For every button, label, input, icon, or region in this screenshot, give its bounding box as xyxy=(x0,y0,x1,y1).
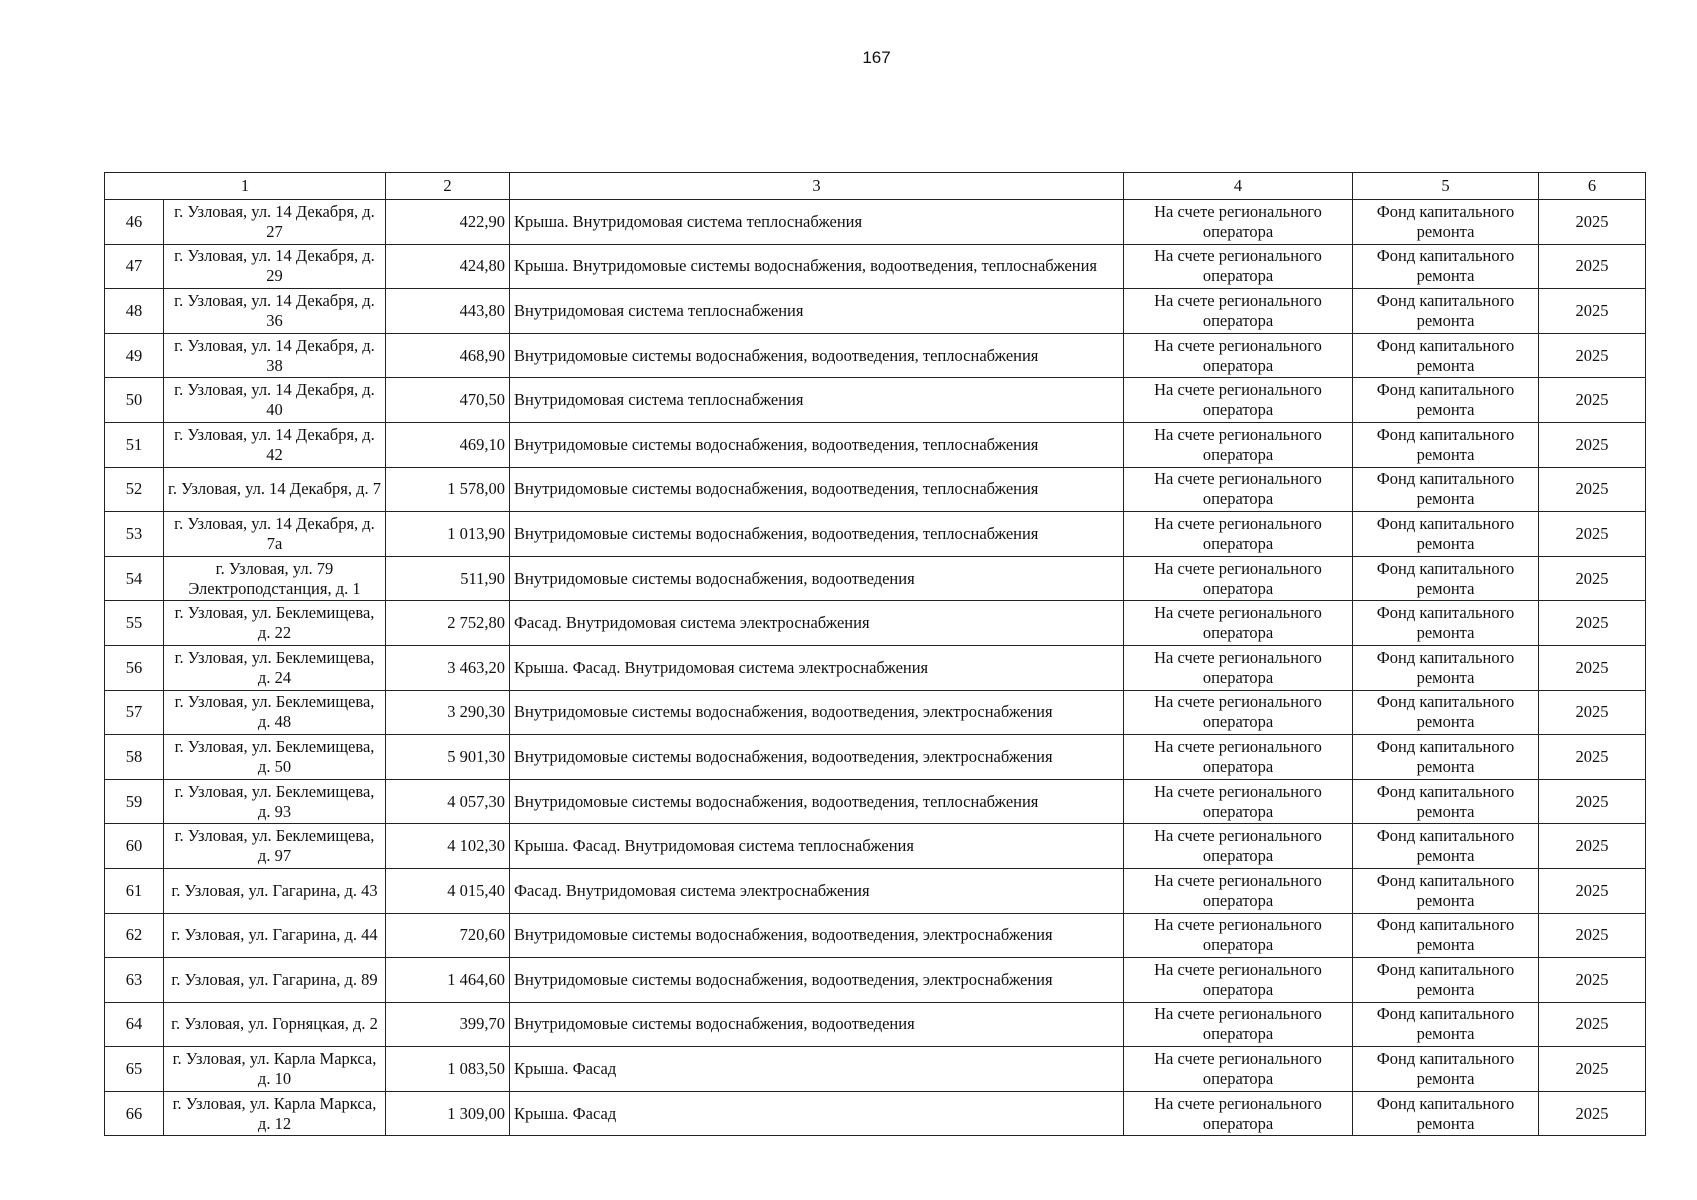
row-number: 59 xyxy=(105,779,164,824)
fund-account-type: На счете регионального оператора xyxy=(1124,824,1353,869)
house-address: г. Узловая, ул. Беклемищева, д. 93 xyxy=(164,779,386,824)
house-area: 2 752,80 xyxy=(386,601,510,646)
house-address: г. Узловая, ул. Беклемищева, д. 24 xyxy=(164,645,386,690)
funding-source: Фонд капитального ремонта xyxy=(1353,378,1539,423)
fund-account-type: На счете регионального оператора xyxy=(1124,467,1353,512)
header-row xyxy=(105,173,1646,200)
fund-account-type: На счете регионального оператора xyxy=(1124,601,1353,646)
house-address: г. Узловая, ул. Беклемищева, д. 50 xyxy=(164,735,386,780)
house-address: г. Узловая, ул. 14 Декабря, д. 29 xyxy=(164,244,386,289)
planned-year: 2025 xyxy=(1539,601,1646,646)
house-address: г. Узловая, ул. 14 Декабря, д. 40 xyxy=(164,378,386,423)
funding-source: Фонд капитального ремонта xyxy=(1353,645,1539,690)
table-body xyxy=(105,200,1646,1136)
table-header xyxy=(105,173,1646,200)
house-area: 4 015,40 xyxy=(386,868,510,913)
planned-year: 2025 xyxy=(1539,1091,1646,1136)
house-address: г. Узловая, ул. Беклемищева, д. 97 xyxy=(164,824,386,869)
house-area: 1 464,60 xyxy=(386,958,510,1003)
repair-works: Крыша. Фасад xyxy=(510,1091,1124,1136)
fund-account-type: На счете регионального оператора xyxy=(1124,289,1353,334)
header-col-3: 3 xyxy=(510,173,1124,200)
header-col-2: 2 xyxy=(386,173,510,200)
house-address: г. Узловая, ул. 14 Декабря, д. 36 xyxy=(164,289,386,334)
funding-source: Фонд капитального ремонта xyxy=(1353,333,1539,378)
house-address: г. Узловая, ул. 14 Декабря, д. 7 xyxy=(164,467,386,512)
fund-account-type: На счете регионального оператора xyxy=(1124,779,1353,824)
table-row xyxy=(105,1091,1646,1136)
row-number: 47 xyxy=(105,244,164,289)
planned-year: 2025 xyxy=(1539,958,1646,1003)
repair-works: Внутридомовые системы водоснабжения, водоотведения, теплоснабжения xyxy=(510,422,1124,467)
fund-account-type: На счете регионального оператора xyxy=(1124,333,1353,378)
planned-year: 2025 xyxy=(1539,645,1646,690)
repair-works: Внутридомовые системы водоснабжения, водоотведения xyxy=(510,1002,1124,1047)
row-number: 54 xyxy=(105,556,164,601)
house-area: 720,60 xyxy=(386,913,510,958)
house-address: г. Узловая, ул. Карла Маркса, д. 10 xyxy=(164,1047,386,1092)
row-number: 66 xyxy=(105,1091,164,1136)
row-number: 52 xyxy=(105,467,164,512)
planned-year: 2025 xyxy=(1539,1002,1646,1047)
capital-repair-table xyxy=(104,172,1646,1136)
funding-source: Фонд капитального ремонта xyxy=(1353,868,1539,913)
table-row xyxy=(105,868,1646,913)
planned-year: 2025 xyxy=(1539,690,1646,735)
table-row xyxy=(105,690,1646,735)
table-row xyxy=(105,1002,1646,1047)
planned-year: 2025 xyxy=(1539,556,1646,601)
house-address: г. Узловая, ул. 14 Декабря, д. 38 xyxy=(164,333,386,378)
repair-works: Внутридомовые системы водоснабжения, водоотведения, электроснабжения xyxy=(510,690,1124,735)
header-col-1: 1 xyxy=(105,173,386,200)
table-row xyxy=(105,601,1646,646)
planned-year: 2025 xyxy=(1539,1047,1646,1092)
house-address: г. Узловая, ул. 14 Декабря, д. 7а xyxy=(164,512,386,557)
house-address: г. Узловая, ул. Гагарина, д. 43 xyxy=(164,868,386,913)
repair-works: Внутридомовая система теплоснабжения xyxy=(510,289,1124,334)
funding-source: Фонд капитального ремонта xyxy=(1353,958,1539,1003)
row-number: 55 xyxy=(105,601,164,646)
house-area: 1 309,00 xyxy=(386,1091,510,1136)
funding-source: Фонд капитального ремонта xyxy=(1353,824,1539,869)
table-row xyxy=(105,824,1646,869)
house-address: г. Узловая, ул. Беклемищева, д. 48 xyxy=(164,690,386,735)
planned-year: 2025 xyxy=(1539,244,1646,289)
header-col-5: 5 xyxy=(1353,173,1539,200)
funding-source: Фонд капитального ремонта xyxy=(1353,779,1539,824)
house-address: г. Узловая, ул. Горняцкая, д. 2 xyxy=(164,1002,386,1047)
repair-works: Внутридомовые системы водоснабжения, водоотведения, теплоснабжения xyxy=(510,467,1124,512)
house-area: 1 013,90 xyxy=(386,512,510,557)
house-area: 4 102,30 xyxy=(386,824,510,869)
table-row xyxy=(105,244,1646,289)
fund-account-type: На счете регионального оператора xyxy=(1124,244,1353,289)
row-number: 53 xyxy=(105,512,164,557)
table-row xyxy=(105,378,1646,423)
fund-account-type: На счете регионального оператора xyxy=(1124,1002,1353,1047)
repair-works: Внутридомовые системы водоснабжения, водоотведения, теплоснабжения xyxy=(510,779,1124,824)
house-area: 470,50 xyxy=(386,378,510,423)
row-number: 56 xyxy=(105,645,164,690)
row-number: 57 xyxy=(105,690,164,735)
planned-year: 2025 xyxy=(1539,512,1646,557)
table-row xyxy=(105,289,1646,334)
repair-works: Внутридомовые системы водоснабжения, водоотведения, электроснабжения xyxy=(510,958,1124,1003)
row-number: 65 xyxy=(105,1047,164,1092)
planned-year: 2025 xyxy=(1539,289,1646,334)
planned-year: 2025 xyxy=(1539,913,1646,958)
repair-works: Крыша. Внутридомовые системы водоснабжения, водоотведения, теплоснабжения xyxy=(510,244,1124,289)
repair-works: Крыша. Фасад. Внутридомовая система теплоснабжения xyxy=(510,824,1124,869)
house-area: 399,70 xyxy=(386,1002,510,1047)
fund-account-type: На счете регионального оператора xyxy=(1124,690,1353,735)
header-col-6: 6 xyxy=(1539,173,1646,200)
house-area: 468,90 xyxy=(386,333,510,378)
table-row xyxy=(105,958,1646,1003)
row-number: 51 xyxy=(105,422,164,467)
house-address: г. Узловая, ул. Гагарина, д. 89 xyxy=(164,958,386,1003)
table-row xyxy=(105,422,1646,467)
fund-account-type: На счете регионального оператора xyxy=(1124,512,1353,557)
row-number: 60 xyxy=(105,824,164,869)
table-row xyxy=(105,512,1646,557)
funding-source: Фонд капитального ремонта xyxy=(1353,1047,1539,1092)
repair-works: Фасад. Внутридомовая система электроснабжения xyxy=(510,868,1124,913)
fund-account-type: На счете регионального оператора xyxy=(1124,735,1353,780)
planned-year: 2025 xyxy=(1539,868,1646,913)
table-row xyxy=(105,200,1646,245)
fund-account-type: На счете регионального оператора xyxy=(1124,200,1353,245)
funding-source: Фонд капитального ремонта xyxy=(1353,690,1539,735)
repair-works: Крыша. Внутридомовая система теплоснабжения xyxy=(510,200,1124,245)
repair-works: Крыша. Фасад xyxy=(510,1047,1124,1092)
planned-year: 2025 xyxy=(1539,422,1646,467)
table-row xyxy=(105,779,1646,824)
funding-source: Фонд капитального ремонта xyxy=(1353,1091,1539,1136)
house-area: 1 578,00 xyxy=(386,467,510,512)
funding-source: Фонд капитального ремонта xyxy=(1353,556,1539,601)
header-col-4: 4 xyxy=(1124,173,1353,200)
repair-works: Фасад. Внутридомовая система электроснабжения xyxy=(510,601,1124,646)
table-row xyxy=(105,556,1646,601)
house-address: г. Узловая, ул. Беклемищева, д. 22 xyxy=(164,601,386,646)
row-number: 50 xyxy=(105,378,164,423)
house-area: 443,80 xyxy=(386,289,510,334)
house-address: г. Узловая, ул. 79 Электроподстанция, д. 1 xyxy=(164,556,386,601)
funding-source: Фонд капитального ремонта xyxy=(1353,200,1539,245)
fund-account-type: На счете регионального оператора xyxy=(1124,378,1353,423)
house-area: 3 463,20 xyxy=(386,645,510,690)
planned-year: 2025 xyxy=(1539,200,1646,245)
row-number: 58 xyxy=(105,735,164,780)
house-address: г. Узловая, ул. 14 Декабря, д. 27 xyxy=(164,200,386,245)
table-row xyxy=(105,1047,1646,1092)
house-address: г. Узловая, ул. 14 Декабря, д. 42 xyxy=(164,422,386,467)
repair-works: Крыша. Фасад. Внутридомовая система электроснабжения xyxy=(510,645,1124,690)
funding-source: Фонд капитального ремонта xyxy=(1353,289,1539,334)
funding-source: Фонд капитального ремонта xyxy=(1353,601,1539,646)
row-number: 63 xyxy=(105,958,164,1003)
planned-year: 2025 xyxy=(1539,378,1646,423)
planned-year: 2025 xyxy=(1539,467,1646,512)
table-row xyxy=(105,333,1646,378)
house-area: 422,90 xyxy=(386,200,510,245)
row-number: 61 xyxy=(105,868,164,913)
house-area: 424,80 xyxy=(386,244,510,289)
row-number: 48 xyxy=(105,289,164,334)
fund-account-type: На счете регионального оператора xyxy=(1124,422,1353,467)
fund-account-type: На счете регионального оператора xyxy=(1124,1047,1353,1092)
repair-works: Внутридомовые системы водоснабжения, водоотведения, теплоснабжения xyxy=(510,512,1124,557)
repair-works: Внутридомовые системы водоснабжения, водоотведения, электроснабжения xyxy=(510,913,1124,958)
page-number: 167 xyxy=(862,48,891,67)
row-number: 46 xyxy=(105,200,164,245)
house-area: 1 083,50 xyxy=(386,1047,510,1092)
house-area: 469,10 xyxy=(386,422,510,467)
funding-source: Фонд капитального ремонта xyxy=(1353,467,1539,512)
table-row xyxy=(105,467,1646,512)
house-area: 4 057,30 xyxy=(386,779,510,824)
fund-account-type: На счете регионального оператора xyxy=(1124,645,1353,690)
fund-account-type: На счете регионального оператора xyxy=(1124,556,1353,601)
fund-account-type: На счете регионального оператора xyxy=(1124,868,1353,913)
funding-source: Фонд капитального ремонта xyxy=(1353,735,1539,780)
row-number: 64 xyxy=(105,1002,164,1047)
row-number: 49 xyxy=(105,333,164,378)
funding-source: Фонд капитального ремонта xyxy=(1353,913,1539,958)
fund-account-type: На счете регионального оператора xyxy=(1124,913,1353,958)
house-address: г. Узловая, ул. Карла Маркса, д. 12 xyxy=(164,1091,386,1136)
repair-works: Внутридомовые системы водоснабжения, водоотведения xyxy=(510,556,1124,601)
row-number: 62 xyxy=(105,913,164,958)
repair-works: Внутридомовая система теплоснабжения xyxy=(510,378,1124,423)
house-address: г. Узловая, ул. Гагарина, д. 44 xyxy=(164,913,386,958)
house-area: 511,90 xyxy=(386,556,510,601)
funding-source: Фонд капитального ремонта xyxy=(1353,244,1539,289)
fund-account-type: На счете регионального оператора xyxy=(1124,1091,1353,1136)
table-row xyxy=(105,735,1646,780)
planned-year: 2025 xyxy=(1539,735,1646,780)
planned-year: 2025 xyxy=(1539,824,1646,869)
fund-account-type: На счете регионального оператора xyxy=(1124,958,1353,1003)
repair-works: Внутридомовые системы водоснабжения, водоотведения, электроснабжения xyxy=(510,735,1124,780)
repair-works: Внутридомовые системы водоснабжения, водоотведения, теплоснабжения xyxy=(510,333,1124,378)
planned-year: 2025 xyxy=(1539,779,1646,824)
funding-source: Фонд капитального ремонта xyxy=(1353,1002,1539,1047)
house-area: 5 901,30 xyxy=(386,735,510,780)
house-area: 3 290,30 xyxy=(386,690,510,735)
planned-year: 2025 xyxy=(1539,333,1646,378)
funding-source: Фонд капитального ремонта xyxy=(1353,512,1539,557)
funding-source: Фонд капитального ремонта xyxy=(1353,422,1539,467)
table-row xyxy=(105,645,1646,690)
table-row xyxy=(105,913,1646,958)
